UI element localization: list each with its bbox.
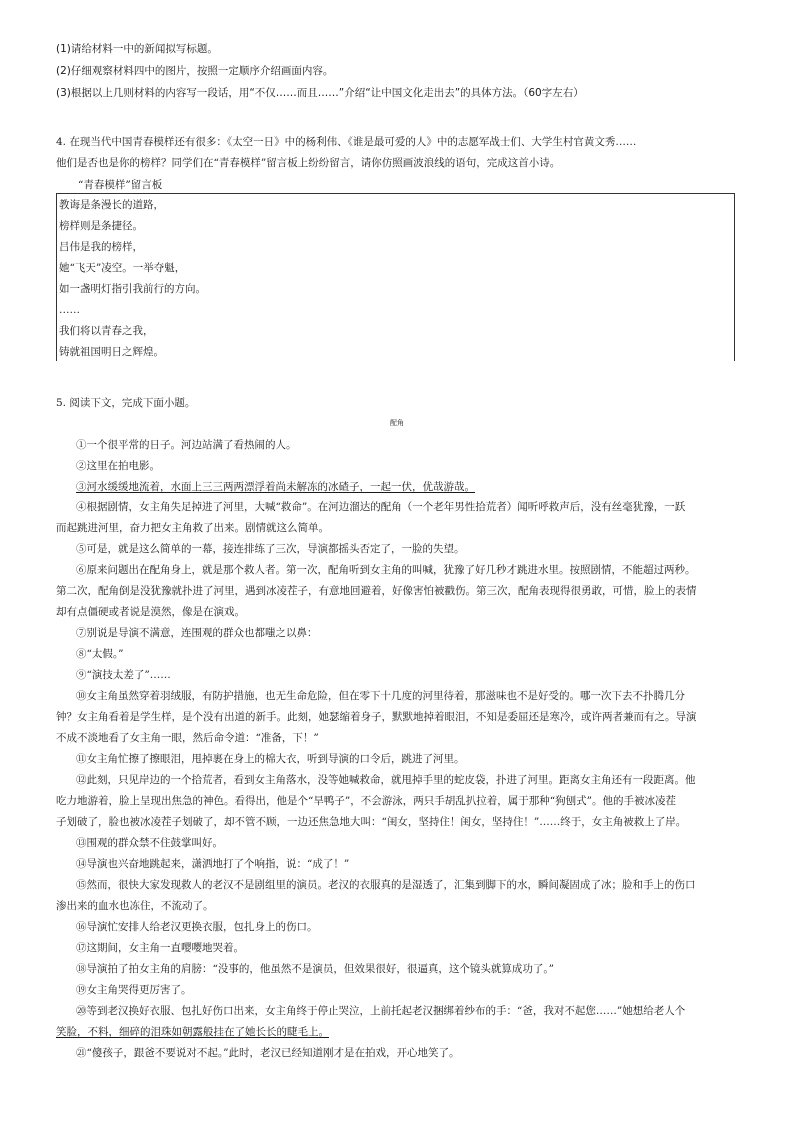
q3-item-2: (2)仔细观察材料四中的图片，按照一定顺序介绍画面内容。 — [56, 65, 334, 77]
paragraph-line: ⑰这期间，女主角一直嘤嘤地哭着。 — [76, 942, 244, 954]
q4-prompt-line-2: 他们是否也是你的榜样？同学们在“青春模样”留言板上纷纷留言，请你仿照画波浪线的语句，完成这首小诗。 — [56, 157, 561, 169]
paragraph-line: 渗出来的血水也冻住，不流动了。 — [56, 900, 214, 912]
board-line: 吕伟是我的榜样， — [59, 241, 143, 253]
paragraph-line: ④根据剧情，女主角失足掉进了河里，大喊“救命”。在河边溜达的配角（一个老年男性拾荒者）闻听呼救声后，没有丝毫犹豫，一跃 — [76, 501, 686, 513]
paragraph-line: 不成不淡地看了女主角一眼，然后命令道：“准备，下！” — [56, 732, 319, 744]
paragraph-line: 吃力地游着，脸上呈现出焦急的神色。看得出，他是个“旱鸭子”，不会游泳，两只手胡乱扒拉着，属于那种“狗刨式”。他的手被冰凌茬 — [56, 795, 676, 807]
paragraph-line: ⑨“演技太差了”…… — [76, 669, 171, 681]
paragraph-line: ⑬围观的群众禁不住鼓掌叫好。 — [76, 837, 223, 849]
paragraph-line: ⑮然而，很快大家发现救人的老汉不是剧组里的演员。老汉的衣服真的是湿透了，汇集到脚下的水，瞬间凝固成了冰；脸和手上的伤口 — [76, 879, 696, 891]
board-line: 如一盏明灯指引我前行的方向。 — [59, 283, 206, 295]
board-line: 她“飞天”凌空。一举夺魁， — [59, 262, 186, 274]
paragraph-line: ⑩女主角虽然穿着羽绒服，有防护措施，也无生命危险，但在零下十几度的河里待着，那滋味也不是好受的。哪一次下去不扑腾几分 — [76, 690, 685, 702]
board-line: 教诲是条漫长的道路， — [59, 199, 164, 211]
q5-intro: 5. 阅读下文，完成下面小题。 — [56, 397, 196, 409]
paragraph-line: 子划破了，脸也被冰凌茬子划破了，却不管不顾，一边还焦急地大叫：“闺女，坚持住！闺女，坚持住！”……终于，女主角被救上了岸。 — [56, 816, 687, 828]
paragraph-line: ⑤可是，就是这么简单的一幕，接连排练了三次，导演都摇头否定了，一脸的失望。 — [76, 543, 465, 555]
paragraph-line: ㉑“傻孩子，跟爸不要说对不起。”此时，老汉已经知道刚才是在拍戏，开心地笑了。 — [76, 1047, 460, 1059]
paragraph-line: ⑱导演拍了拍女主角的肩膀：“没事的，他虽然不是演员，但效果很好，很逼真，这个镜头就算成功了。” — [76, 963, 554, 975]
paragraph-line: ⑦别说是导演不满意，连围观的群众也都嗤之以鼻： — [76, 627, 318, 639]
message-board — [56, 193, 735, 361]
paragraph-line: ⑭导演也兴奋地跳起来，潇洒地打了个响指，说：“成了！” — [76, 858, 350, 870]
board-line: 我们将以青春之我， — [59, 325, 154, 337]
paragraph-line-partly-underlined: ⑳等到老汉换好衣服、包扎好伤口出来，女主角终于停止哭泣，上前托起老汉捆绑着纱布的手：“爸，我对不起您……”她想给老人个 — [76, 1005, 686, 1017]
paragraph-line: ⑪女主角忙擦了擦眼泪，甩掉裹在身上的棉大衣，听到导演的口令后，跳进了河里。 — [76, 753, 465, 765]
message-board-title: “青春模样”留言板 — [78, 179, 163, 191]
paragraph-line: ⑯导演忙安排人给老汉更换衣服，包扎身上的伤口。 — [76, 921, 318, 933]
q3-item-1: (1)请给材料一中的新闻拟写标题。 — [56, 43, 218, 55]
board-line: 榜样则是条捷径。 — [59, 220, 143, 232]
paragraph-line: ⑫此刻，只见岸边的一个拾荒者，看到女主角落水，没等她喊救命，就甩掉手里的蛇皮袋，扑进了河里。距离女主角还有一段距离。他 — [76, 774, 696, 786]
board-line: …… — [59, 304, 80, 316]
paragraph-line: 第二次，配角倒是没犹豫就扑进了河里，遇到冰凌茬子，有意地回避着，好像害怕被戳伤。第三次，配角表现得很勇敢，可惜，脸上的表情 — [56, 585, 697, 597]
paragraph-line-underlined: ③河水缓缓地流着，水面上三三两两漂浮着尚未解冻的冰碴子，一起一伏，优哉游哉。 — [76, 481, 475, 493]
paragraph-line: ①一个很平常的日子。河边站满了看热闹的人。 — [76, 439, 297, 451]
paragraph-line: ⑥原来问题出在配角身上，就是那个救人者。第一次，配角听到女主角的叫喊，犹豫了好几秒才跳进水里。按照剧情，不能超过两秒。 — [76, 564, 696, 576]
q3-item-3: (3)根据以上几则材料的内容写一段话，用“不仅……而且……”介绍“让中国文化走出去”的具体方法。（60字左右） — [56, 87, 584, 99]
paragraph-line: ⑧“太假。” — [76, 648, 124, 660]
paragraph-line: 而起跳进河里，奋力把女主角救了出来。剧情就这么简单。 — [56, 522, 329, 534]
paragraph-line: ⑲女主角哭得更厉害了。 — [76, 984, 192, 996]
paragraph-line-underlined: 笑脸，不料，细碎的泪珠如朝露般挂在了她长长的睫毛上。 — [56, 1026, 329, 1038]
q4-prompt-line-1: 4. 在现当代中国青春模样还有很多：《太空一日》中的杨利伟、《谁是最可爱的人》中的志愿军战士们、大学生村官黄文秀…… — [56, 136, 637, 148]
paragraph-line: ②这里在拍电影。 — [76, 460, 160, 472]
board-line: 铸就祖国明日之辉煌。 — [59, 346, 164, 358]
paragraph-line: 却有点僵硬或者说是漠然，像是在演戏。 — [56, 606, 245, 618]
story-title: 配角 — [390, 419, 404, 427]
paragraph-line: 钟？女主角看着是学生样，是个没有出道的新手。此刻，她瑟缩着身子，默默地掉着眼泪，不知是委屈还是寒冷，或许两者兼而有之。导演 — [56, 711, 697, 723]
